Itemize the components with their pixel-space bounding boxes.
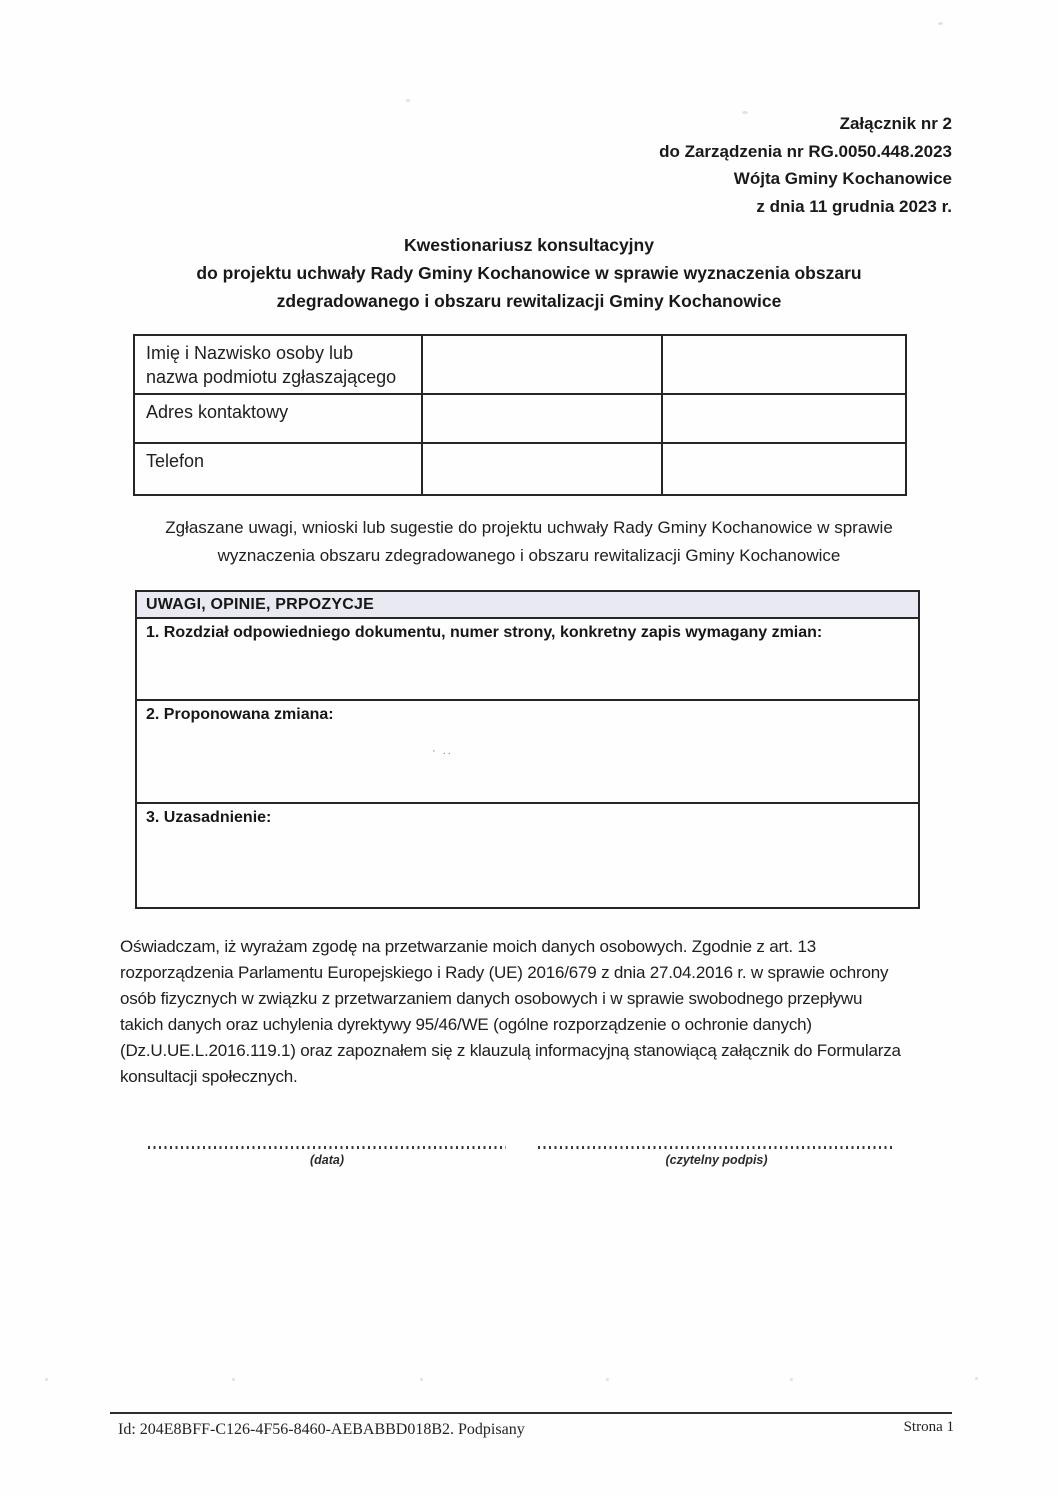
document-id: Id: 204E8BFF-C126-4F56-8460-AEBABBD018B2. Podpisany [118, 1421, 525, 1438]
signature-dotted-line [538, 1146, 895, 1149]
title-line: zdegradowanego i obszaru rewitalizacji Gminy Kochanowice [276, 291, 782, 311]
consent-line: Oświadczam, iż wyrażam zgodę na przetwarzanie moich danych osobowych. Zgodnie z art. 13 [120, 937, 816, 956]
title-line: Kwestionariusz konsultacyjny [404, 235, 654, 255]
scan-artifact [420, 1378, 423, 1381]
row-label-name [134, 335, 422, 394]
page-title [0, 231, 1058, 315]
intro-line: wyznaczenia obszaru zdegradowanego i obszaru rewitalizacji Gminy Kochanowice [217, 546, 841, 565]
attachment-line: Załącznik nr 2 [839, 114, 952, 133]
comments-header-label: UWAGI, OPINIE, PRPOZYCJE [136, 591, 919, 618]
attachment-header [659, 110, 952, 220]
empty-cell [662, 394, 906, 443]
empty-cell [662, 335, 906, 394]
consent-paragraph [120, 934, 960, 1090]
comment-section-document-reference: 1. Rozdział odpowiedniego dokumentu, numer strony, konkretny zapis wymagany zmian: [136, 618, 919, 700]
attachment-line: z dnia 11 grudnia 2023 r. [756, 196, 952, 216]
table-row [136, 803, 919, 908]
empty-cell [422, 335, 662, 394]
comments-table [135, 590, 920, 909]
scan-artifact [45, 1378, 48, 1381]
consent-line: konsultacji społecznych. [120, 1067, 298, 1086]
attachment-line: Wójta Gminy Kochanowice [733, 169, 952, 188]
empty-cell [422, 394, 662, 443]
row-label-phone [134, 443, 422, 495]
date-label: (data) [309, 1153, 345, 1167]
row-label-line: Imię i Nazwisko osoby lub [146, 343, 354, 363]
consent-line: osób fizycznych w związku z przetwarzaniem danych osobowych i w sprawie swobodnego przepływu [120, 989, 863, 1008]
consent-line: takich danych oraz uchylenia dyrektywy 95/46/WE (ogólne rozporządzenie o ochronie danych) [120, 1015, 812, 1034]
scan-artifact [232, 1378, 235, 1381]
comment-section-proposed-change: 2. Proponowana zmiana: [136, 700, 919, 803]
scan-artifact [406, 99, 410, 102]
table-row [134, 443, 906, 495]
consent-line: rozporządzenia Parlamentu Europejskiego i Rady (UE) 2016/679 z dnia 27.04.2016 r. w sprawie ochrony [120, 963, 889, 982]
date-dotted-line [148, 1146, 506, 1149]
empty-cell [422, 443, 662, 495]
page-number: Strona 1 [903, 1419, 954, 1435]
empty-cell [662, 443, 906, 495]
signature-label: (czytelny podpis) [665, 1153, 768, 1167]
footer-divider [110, 1412, 952, 1414]
scan-artifact [975, 1377, 978, 1380]
intro-line: Zgłaszane uwagi, wnioski lub sugestie do projektu uchwały Rady Gminy Kochanowice w sprawie [165, 518, 893, 537]
attachment-line: do Zarządzenia nr RG.0050.448.2023 [659, 141, 952, 161]
scan-artifact [742, 111, 748, 114]
row-label-line: Telefon [146, 451, 205, 471]
comment-section-justification: 3. Uzasadnienie: [136, 803, 919, 908]
table-row [136, 618, 919, 700]
row-label-line: nazwa podmiotu zgłaszającego [146, 367, 397, 387]
scan-artifact [606, 1378, 609, 1381]
scan-artifact [938, 22, 943, 25]
table-row [134, 335, 906, 394]
title-line: do projektu uchwały Rady Gminy Kochanowice w sprawie wyznaczenia obszaru [196, 263, 862, 283]
intro-paragraph [109, 514, 949, 570]
scan-stray-mark: · .. [432, 745, 453, 757]
scan-artifact [790, 1378, 793, 1381]
row-label-address [134, 394, 422, 443]
contact-table [133, 334, 907, 496]
table-row [136, 700, 919, 803]
row-label-line: Adres kontaktowy [146, 402, 289, 422]
table-header-row [136, 591, 919, 618]
table-row [134, 394, 906, 443]
consent-line: (Dz.U.UE.L.2016.119.1) oraz zapoznałem się z klauzulą informacyjną stanowiącą załącznik do Formularza [120, 1041, 901, 1060]
